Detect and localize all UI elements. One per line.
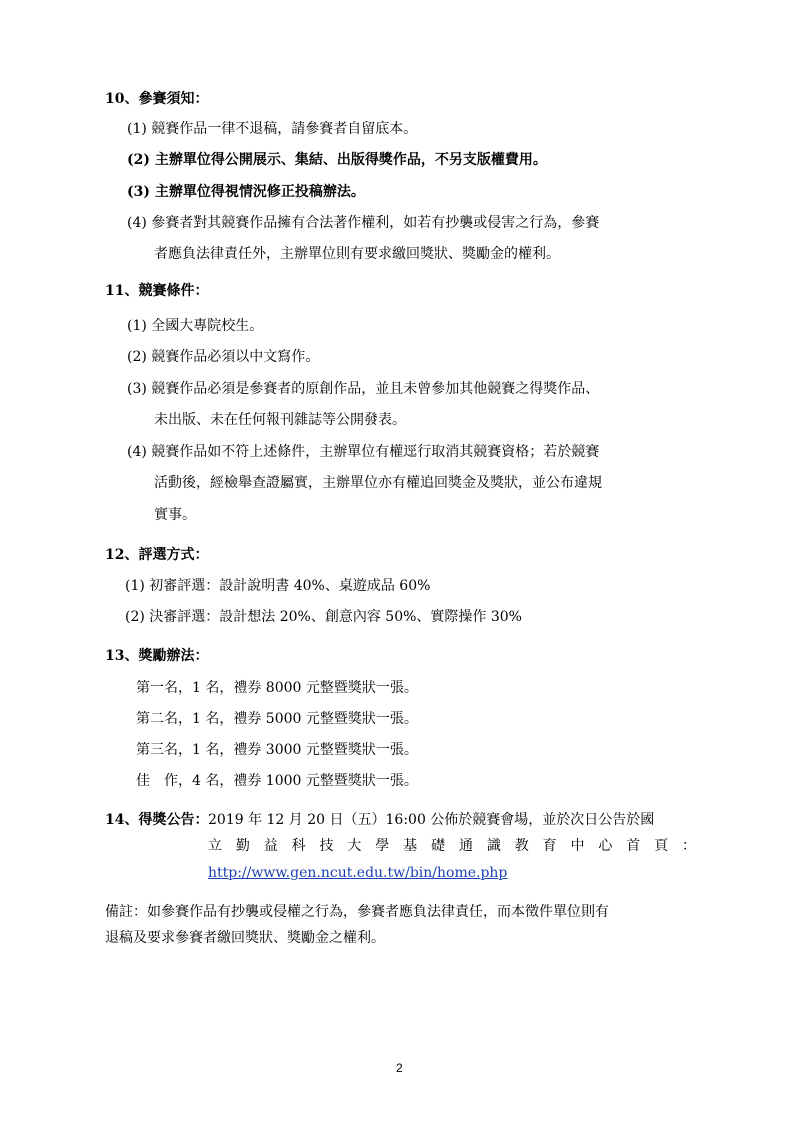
section-11-item-4: (4) 競賽作品如不符上述條件，主辦單位有權逕行取消其競賽資格；若於競賽: [127, 444, 600, 460]
section-14-text-2: 立勤益科技大學基礎通識教育中心首頁：: [208, 838, 696, 854]
section-14-text-1: 2019 年 12 月 20 日（五）16:00 公佈於競賽會場，並於次日公告於國: [208, 812, 655, 828]
section-13-title: 13、獎勵辦法：: [105, 648, 209, 664]
section-12-item-2: (2) 決審評選：設計想法 20%、創意內容 50%、實際操作 30%: [125, 609, 522, 625]
award-first: 第一名，1 名，禮券 8000 元整暨獎狀一張。: [136, 680, 418, 696]
award-second: 第二名，1 名，禮券 5000 元整暨獎狀一張。: [136, 711, 418, 727]
section-14-title: 14、得獎公告：: [105, 812, 209, 828]
section-11-item-4-cont-1: 活動後，經檢舉查證屬實，主辦單位亦有權追回獎金及獎狀，並公布違規: [154, 475, 602, 491]
section-11-item-3-cont: 未出版、未在任何報刊雜誌等公開發表。: [154, 412, 406, 428]
homepage-link[interactable]: http://www.gen.ncut.edu.tw/bin/home.php: [208, 865, 508, 881]
section-12-item-1: (1) 初審評選：設計說明書 40%、桌遊成品 60%: [125, 578, 431, 594]
section-10-item-4-cont: 者應負法律責任外，主辦單位則有要求繳回獎狀、獎勵金的權利。: [154, 246, 560, 262]
section-11-title: 11、競賽條件：: [105, 283, 209, 299]
section-11-item-2: (2) 競賽作品必須以中文寫作。: [127, 349, 320, 365]
award-third: 第三名，1 名，禮券 3000 元整暨獎狀一張。: [136, 742, 418, 758]
section-10-item-2: (2) 主辦單位得公開展示、集結、出版得獎作品，不另支版權費用。: [127, 152, 547, 168]
section-10-item-4: (4) 參賽者對其競賽作品擁有合法著作權利，如若有抄襲或侵害之行為，參賽: [127, 215, 600, 231]
section-11-item-3: (3) 競賽作品必須是參賽者的原創作品，並且未曾參加其他競賽之得獎作品、: [127, 381, 600, 397]
note-line-1: 備註：如參賽作品有抄襲或侵權之行為，參賽者應負法律責任，而本徵件單位則有: [105, 904, 609, 920]
note-line-2: 退稿及要求參賽者繳回獎狀、獎勵金之權利。: [105, 930, 385, 946]
award-honorable: 佳 作，4 名，禮券 1000 元整暨獎狀一張。: [136, 773, 418, 789]
section-12-title: 12、評選方式：: [105, 547, 209, 563]
section-10-item-1: (1) 競賽作品一律不退稿，請參賽者自留底本。: [127, 121, 418, 137]
section-10-title: 10、參賽須知：: [105, 91, 209, 107]
section-11-item-1: (1) 全國大專院校生。: [127, 318, 264, 334]
section-10-item-3: (3) 主辦單位得視情況修正投稿辦法。: [127, 184, 365, 200]
section-11-item-4-cont-2: 實事。: [154, 507, 196, 523]
page-number: 2: [396, 1061, 403, 1075]
